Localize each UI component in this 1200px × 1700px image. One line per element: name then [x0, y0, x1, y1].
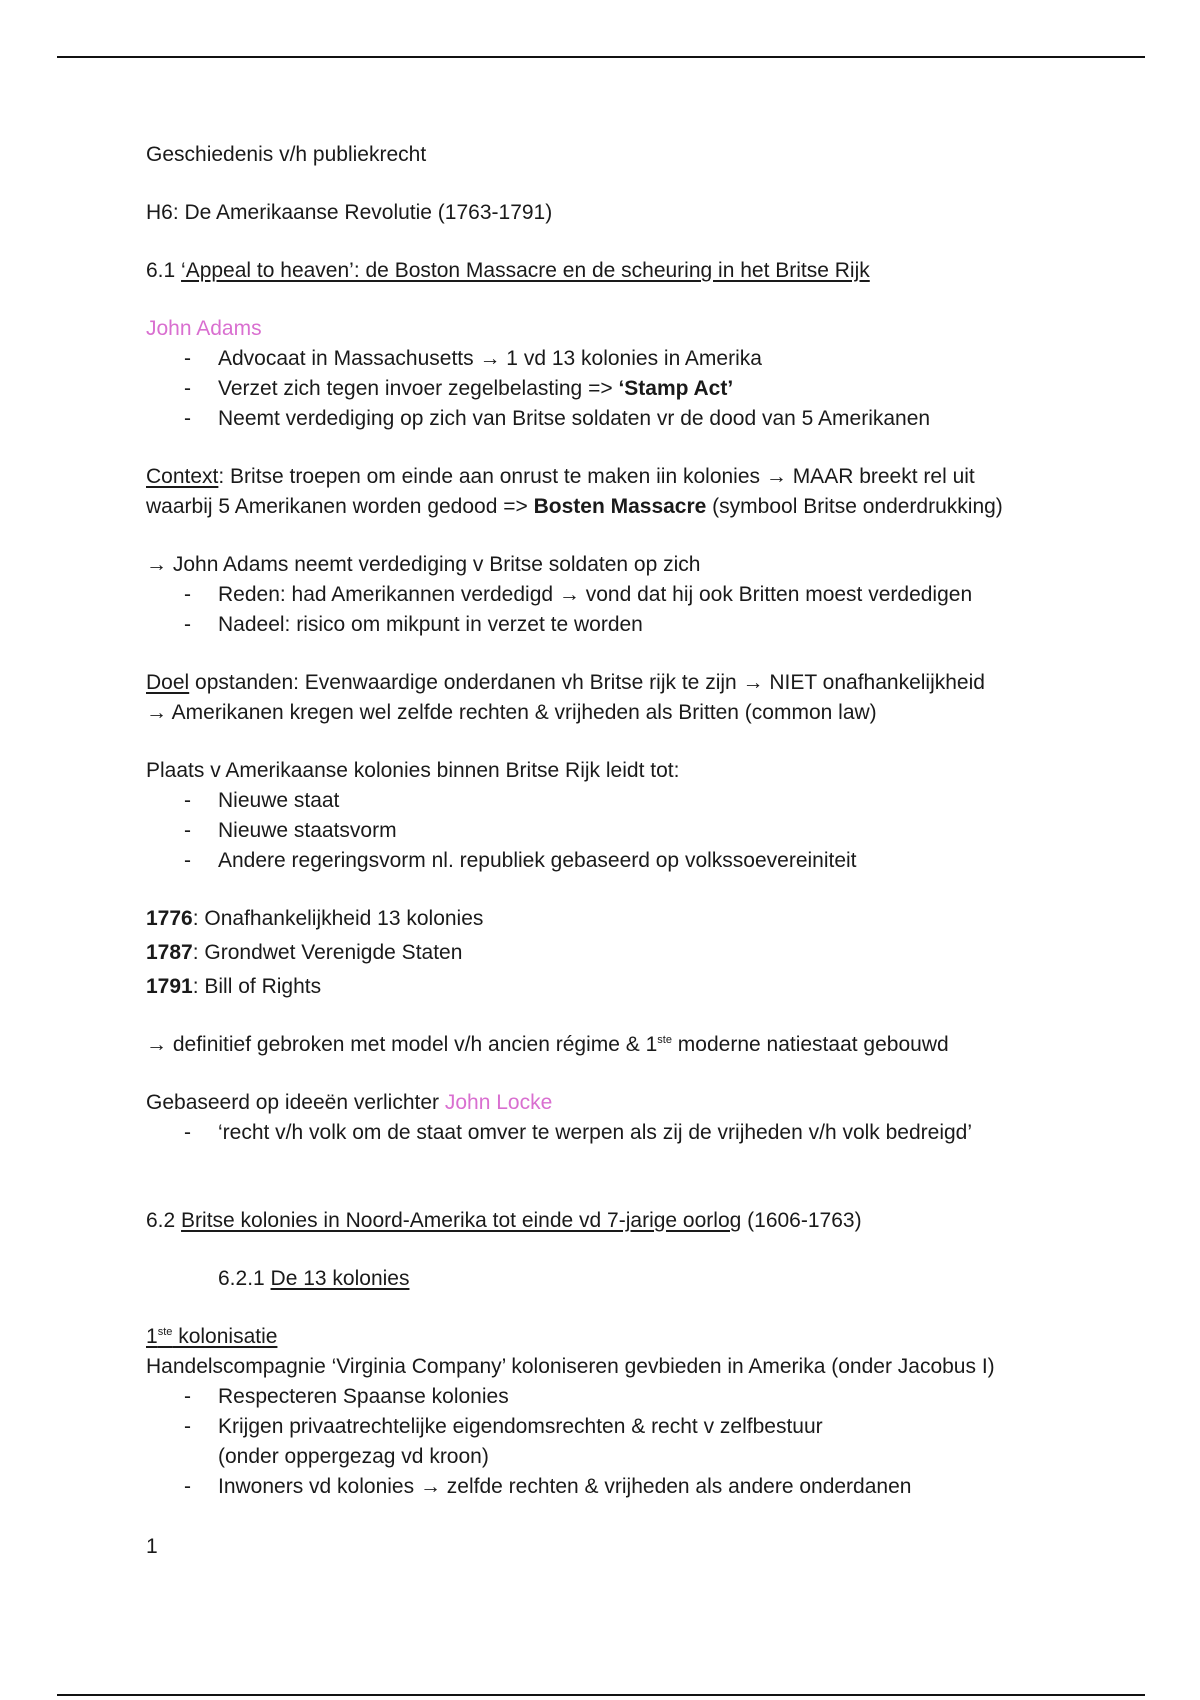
kolonisatie-heading: 1ste kolonisatie: [146, 1325, 278, 1348]
list-item: - Nadeel: risico om mikpunt in verzet te worden: [146, 610, 1086, 640]
document-title: Geschiedenis v/h publiekrecht: [146, 143, 427, 166]
section-title: ‘Appeal to heaven’: de Boston Massacre en de scheuring in het Britse Rijk: [181, 259, 870, 282]
arrow-right-icon: →: [146, 553, 167, 576]
list-item: - Neemt verdediging op zich van Britse soldaten vr de dood van 5 Amerikanen: [146, 404, 1086, 434]
list-item: - Andere regeringsvorm nl. republiek gebaseerd op volkssoevereiniteit: [146, 846, 1086, 876]
section-6-2-1-heading: 6.2.1 De 13 kolonies: [218, 1267, 410, 1290]
plaats-intro: Plaats v Amerikaanse kolonies binnen Britse Rijk leidt tot:: [146, 759, 680, 782]
list-item: - Nieuwe staatsvorm: [146, 816, 1086, 846]
list-item: - Inwoners vd kolonies → zelfde rechten & vrijheden als andere onderdanen: [146, 1472, 1086, 1502]
arrow-right-icon: →: [765, 465, 787, 488]
section-number: 6.1: [146, 259, 182, 282]
locke-list: [146, 1118, 1086, 1148]
john-adams-list: [146, 344, 1086, 434]
footer-rule: [57, 1694, 1145, 1696]
date-line: 1787: Grondwet Verenigde Staten: [146, 941, 463, 964]
john-locke-name: John Locke: [444, 1091, 553, 1114]
list-item: - Reden: had Amerikannen verdedigd → vond dat hij ook Britten moest verdedigen: [146, 580, 1086, 610]
context-paragraph-cont: waarbij 5 Amerikanen worden gedood => Bosten Massacre (symbool Britse onderdrukking): [146, 495, 1003, 518]
doel-paragraph-cont: → Amerikanen kregen wel zelfde rechten & vrijheden als Britten (common law): [146, 701, 877, 724]
chapter-heading: H6: De Amerikaanse Revolutie (1763-1791): [146, 201, 553, 224]
kolonisatie-list: [146, 1382, 1086, 1442]
section-6-2-heading: 6.2 Britse kolonies in Noord-Amerika tot einde vd 7-jarige oorlog (1606-1763): [146, 1209, 862, 1232]
document-page: [146, 140, 1086, 1562]
kolonisatie-intro: Handelscompagnie ‘Virginia Company’ koloniseren gevbieden in Amerika (onder Jacobus I): [146, 1355, 995, 1378]
arrow-right-icon: →: [742, 671, 764, 694]
list-item-continuation: (onder oppergezag vd kroon): [218, 1445, 489, 1468]
context-paragraph: Context: Britse troepen om einde aan onrust te maken iin kolonies → MAAR breekt rel uit: [146, 465, 975, 488]
defense-line: → John Adams neemt verdediging v Britse soldaten op zich: [146, 553, 701, 576]
list-item: - ‘recht v/h volk om de staat omver te werpen als zij de vrijheden v/h volk bedreigd’: [146, 1118, 1086, 1148]
list-item: - Verzet zich tegen invoer zegelbelasting => ‘Stamp Act’: [146, 374, 1086, 404]
arrow-right-icon: →: [146, 701, 167, 724]
arrow-right-icon: →: [558, 583, 580, 606]
header-rule: [57, 56, 1145, 58]
section-6-1-heading: [146, 256, 1086, 286]
list-item: - Respecteren Spaanse kolonies: [146, 1382, 1086, 1412]
defense-list: [146, 580, 1086, 640]
locke-intro: Gebaseerd op ideeën verlichter John Locke: [146, 1091, 553, 1114]
date-line: 1776: Onafhankelijkheid 13 kolonies: [146, 907, 484, 930]
list-item: - Nieuwe staat: [146, 786, 1086, 816]
page-number: 1: [146, 1535, 158, 1558]
conclusion-line: → definitief gebroken met model v/h ancien régime & 1ste moderne natiestaat gebouwd: [146, 1033, 949, 1056]
list-item: - Advocaat in Massachusetts → 1 vd 13 kolonies in Amerika: [146, 344, 1086, 374]
doel-paragraph: Doel opstanden: Evenwaardige onderdanen vh Britse rijk te zijn → NIET onafhankelijkheid: [146, 671, 985, 694]
plaats-list: [146, 786, 1086, 876]
arrow-right-icon: →: [146, 1033, 167, 1056]
kolonisatie-list-cont: [146, 1472, 1086, 1502]
date-line: 1791: Bill of Rights: [146, 975, 322, 998]
john-adams-heading: John Adams: [146, 317, 262, 340]
arrow-right-icon: →: [419, 1475, 441, 1498]
arrow-right-icon: →: [479, 347, 501, 370]
list-item: - Krijgen privaatrechtelijke eigendomsrechten & recht v zelfbestuur: [146, 1412, 1086, 1442]
